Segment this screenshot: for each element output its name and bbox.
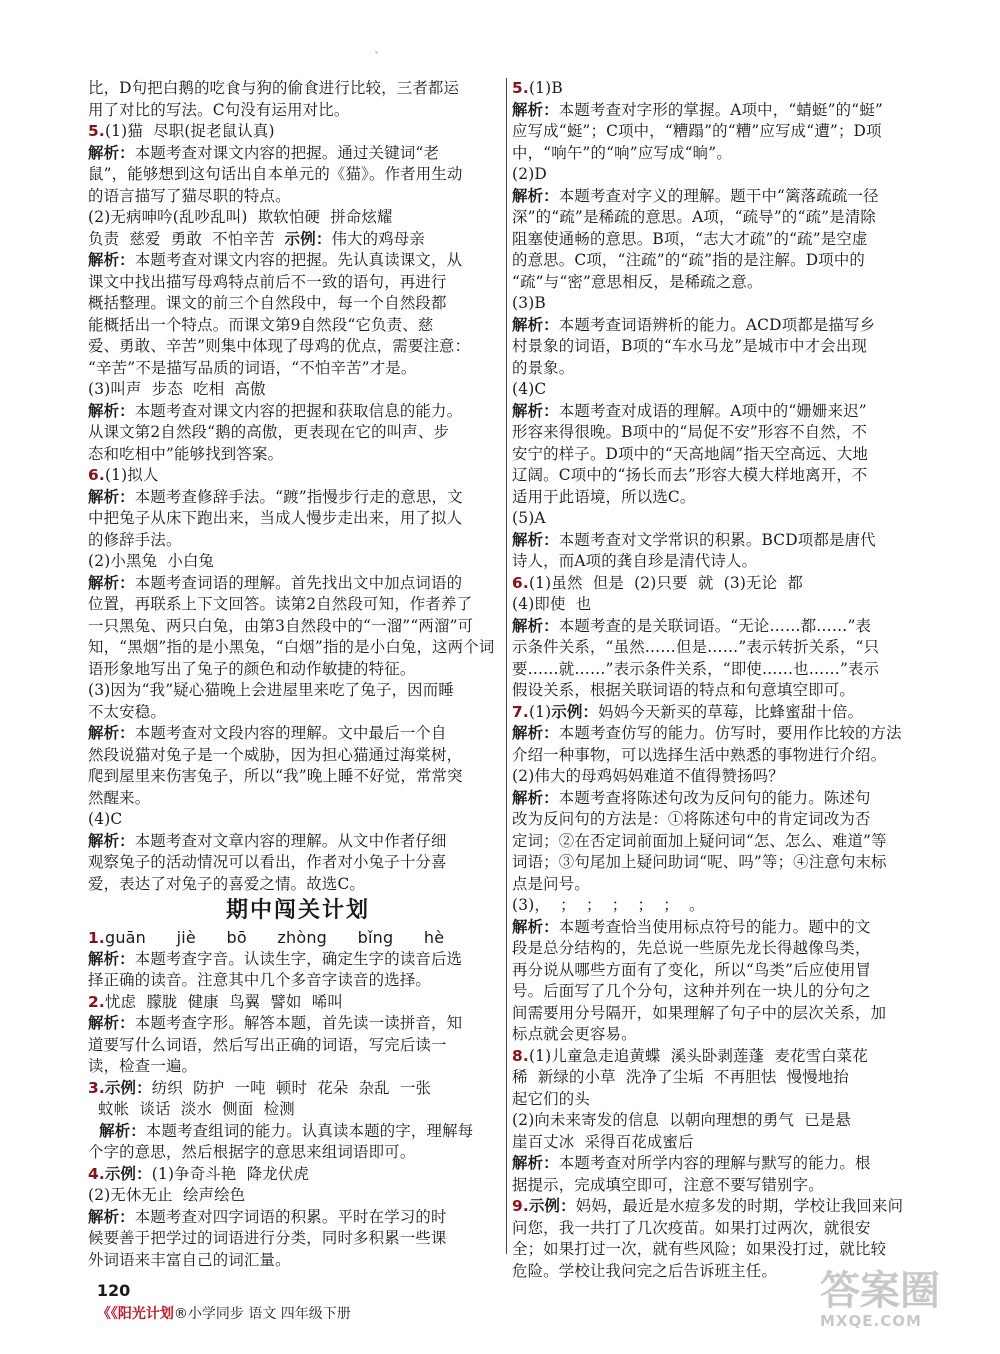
text-line xyxy=(88,1013,508,1035)
line-text: (1)拟人 xyxy=(104,466,159,484)
text-line xyxy=(512,164,936,186)
line-text: 本题考查对课文内容的把握。先认真读课文，从 xyxy=(134,251,463,269)
example-label: 示例： xyxy=(104,1164,152,1183)
line-text: 本题考查修辞手法。“踱”指慢步行走的意思，文 xyxy=(134,487,463,506)
watermark xyxy=(820,1270,950,1340)
text-line xyxy=(512,315,936,337)
line-text: 深”的“疏”是稀疏的意思。A项，“疏导”的“疏”是清除 xyxy=(512,208,877,226)
line-text: (1) xyxy=(528,702,552,721)
text-line xyxy=(88,336,508,358)
text-line xyxy=(88,1207,508,1229)
analysis-label: 解析： xyxy=(512,917,559,936)
text-line xyxy=(512,766,936,788)
text-line xyxy=(512,938,936,960)
line-text: 语形象地写出了兔子的颜色和动作敏捷的特征。 xyxy=(88,659,416,678)
column-divider xyxy=(506,78,507,1254)
line-text: 概括整理。课文的前三个自然段中，每一个自然段都 xyxy=(88,294,447,312)
text-line xyxy=(512,809,936,831)
text-line xyxy=(512,336,936,358)
line-text: 崖百丈冰 采得百花成蜜后 xyxy=(512,1132,694,1151)
line-text: 一只黑兔、两只白兔，由第3自然段中的“一溜”“两溜”可 xyxy=(88,616,474,635)
line-text: 适用于此语境，所以选C。 xyxy=(512,487,696,506)
line-text: 鼠”，能够想到这句话出自本单元的《猫》。作者用生动 xyxy=(88,165,463,183)
line-text: 妈妈今天新买的草莓，比蜂蜜甜十倍。 xyxy=(598,702,864,721)
text-line xyxy=(512,1003,936,1025)
line-text: 本题考查组词的能力。认真读本题的字，理解每 xyxy=(145,1121,474,1140)
line-text: 本题考查对四字词语的积累。平时在学习的时 xyxy=(134,1207,447,1226)
text-line xyxy=(512,874,936,896)
text-line xyxy=(88,831,508,853)
right-column xyxy=(512,78,936,1282)
text-line xyxy=(512,1175,936,1197)
text-line xyxy=(88,401,508,423)
text-line xyxy=(88,422,508,444)
pinyin-answer: guān jiè bō zhòng bǐng hè xyxy=(104,928,445,947)
line-text: (1)儿童急走追黄蝶 溪头卧剥莲蓬 麦花雪白菜花 xyxy=(528,1046,868,1065)
text-line xyxy=(512,422,936,444)
analysis-label: 解析： xyxy=(88,1207,135,1226)
text-line xyxy=(88,1228,508,1250)
line-text: 位置，再联系上下文回答。读第2自然段可知，作者养了 xyxy=(88,595,473,613)
text-line xyxy=(512,293,936,315)
line-text: 起它们的头 xyxy=(512,1089,590,1108)
text-line xyxy=(88,992,508,1014)
text-line xyxy=(88,970,508,992)
line-text: 个字的意思，然后根据字的意思来组词语即可。 xyxy=(88,1143,416,1161)
question-number: 2. xyxy=(88,992,105,1011)
text-line xyxy=(512,702,936,724)
text-line xyxy=(512,121,936,143)
analysis-label: 解析： xyxy=(88,1014,135,1032)
line-text: 安宁的样子。D项中的“天高地阔”指天空高远、大地 xyxy=(512,444,869,463)
text-line xyxy=(88,78,508,100)
text-line xyxy=(88,508,508,530)
question-number: 6. xyxy=(88,466,105,484)
text-line xyxy=(88,702,508,724)
text-line xyxy=(512,594,936,616)
text-line xyxy=(512,960,936,982)
line-text: 观察兔子的活动情况可以看出，作者对小兔子十分喜 xyxy=(88,853,447,871)
line-text: 然段说猫对兔子是一个威胁，因为担心猫通过海棠树， xyxy=(88,745,463,764)
text-line xyxy=(88,465,508,487)
text-line xyxy=(512,508,936,530)
analysis-label: 解析： xyxy=(88,401,135,420)
line-text: 间需要用分号隔开，如果理解了句子中的层次关系，加 xyxy=(512,1003,887,1022)
text-line xyxy=(512,100,936,122)
question-number: 6. xyxy=(512,573,529,592)
text-line xyxy=(512,530,936,552)
analysis-label: 解析： xyxy=(88,1121,146,1140)
page-footer xyxy=(88,1258,351,1322)
line-text: (4)C xyxy=(88,810,123,828)
line-text: (2)无休无止 绘声绘色 xyxy=(88,1186,246,1204)
text-line xyxy=(512,379,936,401)
text-line xyxy=(512,659,936,681)
text-line xyxy=(512,1046,936,1068)
text-line xyxy=(88,293,508,315)
text-line xyxy=(88,949,508,971)
text-line xyxy=(512,487,936,509)
text-line xyxy=(512,1089,936,1111)
page-number: 120 xyxy=(96,1281,131,1300)
line-text: 定词；②在否定词前面加上疑问词“怎、怎么、难道”等 xyxy=(512,831,887,850)
line-text: (4)C xyxy=(512,380,547,398)
analysis-label: 解析： xyxy=(88,724,135,742)
line-text: 形容来得很晚。B项中的“局促不安”形容不自然，不 xyxy=(512,423,868,441)
text-line xyxy=(512,637,936,659)
line-text: 词语；③句尾加上疑问助词“呢、吗”等；④注意句末标 xyxy=(512,853,887,871)
text-line xyxy=(88,1142,508,1164)
text-line xyxy=(88,143,508,165)
line-text: 示条件关系，“虽然……但是……”表示转折关系，“只 xyxy=(512,638,880,656)
analysis-label: 解析： xyxy=(88,573,135,592)
text-line xyxy=(88,723,508,745)
line-text: 稀 新绿的小草 洗净了尘垢 不再胆怯 慢慢地抬 xyxy=(512,1068,849,1086)
line-text: 全；如果打过一次，就有些风险；如果没打过，就比较 xyxy=(512,1240,887,1258)
line-text: 读，检查一遍。 xyxy=(88,1057,198,1075)
line-text: 危险。学校让我问完之后告诉班主任。 xyxy=(512,1261,778,1280)
text-line xyxy=(512,680,936,702)
line-text: (1)虽然 但是 (2)只要 就 (3)无论 都 xyxy=(528,573,804,592)
text-line xyxy=(88,272,508,294)
line-text: (2)伟大的母鸡妈妈难道不值得赞扬吗？ xyxy=(512,767,784,785)
example-label: 示例： xyxy=(551,702,599,721)
line-text: 的景象。 xyxy=(512,358,575,377)
text-line xyxy=(88,852,508,874)
brand-logo: 《《阳光计划 xyxy=(96,1306,174,1322)
question-number: 9. xyxy=(512,1197,529,1215)
text-line xyxy=(88,594,508,616)
text-line xyxy=(512,250,936,272)
question-number: 5. xyxy=(88,122,105,140)
line-text: 用了对比的写法。C句没有运用对比。 xyxy=(88,100,350,119)
line-text: 段是总分结构的，先总说一些原先龙长得越像鸟类， xyxy=(512,939,871,957)
line-text: 本题考查对文章内容的理解。从文中作者仔细 xyxy=(134,831,447,850)
text-line xyxy=(512,1239,936,1261)
line-text: 本题考查仿写的能力。仿写时，要用作比较的方法 xyxy=(558,724,902,742)
analysis-label: 解析： xyxy=(512,100,559,119)
line-text: “辛苦”不是描写品质的词语，“不怕辛苦”才是。 xyxy=(88,358,417,377)
analysis-label: 解析： xyxy=(512,724,559,742)
text-line xyxy=(88,487,508,509)
line-text: 本题考查词语辨析的能力。ACD项都是描写乡 xyxy=(558,315,876,334)
text-line xyxy=(512,143,936,165)
text-line xyxy=(512,229,936,251)
text-line xyxy=(88,809,508,831)
text-line xyxy=(88,444,508,466)
text-line xyxy=(88,1056,508,1078)
line-text: 妈妈，最近是水痘多发的时期，学校让我回来问 xyxy=(575,1197,904,1215)
text-line xyxy=(88,250,508,272)
text-line xyxy=(88,745,508,767)
line-text: 候要善于把学过的词语进行分类，同时多积累一些课 xyxy=(88,1229,447,1247)
line-text: 本题考查恰当使用标点符号的能力。题中的文 xyxy=(558,917,871,936)
text-line xyxy=(88,659,508,681)
text-line xyxy=(512,917,936,939)
line-text: 标点就会更容易。 xyxy=(512,1025,637,1043)
line-text: 介绍一种事物，可以选择生活中熟悉的事物进行介绍。 xyxy=(512,745,887,764)
text-line xyxy=(88,1121,508,1143)
line-text: 然醒来。 xyxy=(88,788,151,807)
line-text: 本题考查对所学内容的理解与默写的能力。根 xyxy=(558,1154,871,1172)
line-text: 纺织 防护 一吨 顿时 花朵 杂乱 一张 xyxy=(151,1078,432,1097)
line-text: 本题考查对字形的掌握。A项中，“蜻蜓”的“蜓” xyxy=(558,100,883,119)
analysis-label: 解析： xyxy=(512,530,559,549)
line-text: 中，“响午”的“响”应写成“晌”。 xyxy=(512,143,732,162)
line-text: 比，D句把白鹅的吃食与狗的偷食进行比较，三者都运 xyxy=(88,79,460,97)
question-number: 1. xyxy=(88,929,105,947)
analysis-label: 解析： xyxy=(512,315,559,334)
line-text: 辽阔。C项中的“扬长而去”形容大模大样地离开，不 xyxy=(512,466,868,484)
text-line xyxy=(88,1099,508,1121)
text-line xyxy=(88,100,508,122)
line-text: 道要写什么词语，然后写出正确的词语，写完后读一 xyxy=(88,1035,447,1054)
text-line xyxy=(88,551,508,573)
line-text: 号。后面写了几个分句，这种并列在一块儿的分句之 xyxy=(512,982,871,1000)
line-text: 中把兔子从床下跑出来，当成人慢步走出来，用了拟人 xyxy=(88,509,463,527)
line-text: 点是问号。 xyxy=(512,874,590,893)
line-text: (3)因为“我”疑心猫晚上会进屋里来吃了兔子，因而睡 xyxy=(88,681,454,699)
line-text: 蚊帐 谈话 淡水 侧面 检测 xyxy=(88,1100,295,1118)
text-line xyxy=(512,358,936,380)
question-number: 8. xyxy=(512,1046,529,1065)
line-text: 伟大的鸡母亲 xyxy=(331,229,425,248)
line-text: 态和吃相中”能够找到答案。 xyxy=(88,444,284,463)
line-text: (1)猫 尽职(捉老鼠认真) xyxy=(104,122,275,140)
text-line xyxy=(512,981,936,1003)
question-number: 4. xyxy=(88,1164,105,1183)
text-line xyxy=(512,616,936,638)
line-text: 阻塞使通畅的意思。B项，“志大才疏”的“疏”是空虚 xyxy=(512,229,868,248)
line-text: 本题考查对文段内容的理解。文中最后一个自 xyxy=(134,724,447,742)
line-text: (1)争奇斗艳 降龙伏虎 xyxy=(151,1164,310,1183)
text-line xyxy=(512,573,936,595)
text-line xyxy=(512,1024,936,1046)
text-line xyxy=(88,1185,508,1207)
watermark-text: 答案圈 xyxy=(820,1268,940,1314)
analysis-label: 解析： xyxy=(88,251,135,269)
text-line xyxy=(512,465,936,487)
line-text: 诗人，而A项的龚自珍是清代诗人。 xyxy=(512,552,758,570)
analysis-label: 解析： xyxy=(512,186,559,205)
text-line xyxy=(512,745,936,767)
line-text: 不太安稳。 xyxy=(88,702,166,721)
line-text: 本题考查的是关联词语。“无论……都……”表 xyxy=(558,616,872,635)
book-title: ®小学同步 语文 四年级下册 xyxy=(173,1306,351,1322)
line-text: 改为反问句的方法是：①将陈述句中的肯定词改为否 xyxy=(512,810,871,828)
text-line xyxy=(88,788,508,810)
line-text: 的修辞手法。 xyxy=(88,530,182,549)
line-text: 本题考查对课文内容的把握和获取信息的能力。 xyxy=(134,401,463,420)
text-line xyxy=(88,530,508,552)
text-line xyxy=(512,1132,936,1154)
line-text: 的意思。C项，“注疏”的“疏”指的是注解。D项中的 xyxy=(512,251,866,269)
line-text: 忧虑 朦胧 健康 鸟翼 譬如 唏叫 xyxy=(104,992,343,1011)
text-line xyxy=(88,164,508,186)
text-line xyxy=(88,315,508,337)
line-text: (2)无病呻吟(乱吵乱叫) 欺软怕硬 拼命炫耀 xyxy=(88,208,393,226)
line-text: 爱，表达了对兔子的喜爱之情。故选C。 xyxy=(88,874,366,893)
text-line xyxy=(88,379,508,401)
analysis-label: 解析： xyxy=(512,401,559,420)
text-line xyxy=(88,358,508,380)
analysis-label: 解析： xyxy=(512,616,559,635)
line-text: (2)D xyxy=(512,165,547,183)
line-text: 课文中找出描写母鸡特点前后不一致的语句，再进行 xyxy=(88,272,447,291)
text-line xyxy=(512,831,936,853)
text-line xyxy=(88,616,508,638)
line-text: 要……就……”表示条件关系，“即使……也……”表示 xyxy=(512,659,880,678)
line-text: 择正确的读音。注意其中几个多音字读音的选择。 xyxy=(88,971,431,989)
text-line xyxy=(512,1218,936,1240)
line-text: 假设关系，根据关联词语的特点和句意填空即可。 xyxy=(512,681,855,699)
text-line xyxy=(88,1164,508,1186)
text-line xyxy=(512,551,936,573)
text-line xyxy=(88,927,508,949)
text-line xyxy=(512,723,936,745)
line-text: 能概括出一个特点。而课文第9自然段“它负责、慈 xyxy=(88,315,434,334)
line-text: (1)B xyxy=(528,79,563,97)
text-line xyxy=(88,207,508,229)
text-line xyxy=(512,1067,936,1089)
line-text: 从课文第2自然段“鹅的高傲，更表现在它的叫声、步 xyxy=(88,423,450,441)
text-line xyxy=(88,680,508,702)
analysis-label: 解析： xyxy=(88,831,135,850)
line-text: (3)， ； ； ； ； ； 。 xyxy=(512,896,705,914)
example-label: 示例： xyxy=(284,229,332,248)
line-text: 应写成“蜓”；C项中，“糟蹋”的“糟”应写成“遭”；D项 xyxy=(512,122,882,140)
text-line xyxy=(88,1035,508,1057)
text-line xyxy=(512,852,936,874)
line-text: 负责 慈爱 勇敢 不怕辛苦 xyxy=(88,229,285,248)
text-line xyxy=(88,229,508,251)
analysis-label: 解析： xyxy=(88,143,135,162)
text-line xyxy=(512,207,936,229)
text-line xyxy=(88,1078,508,1100)
line-text: “疏”与“密”意思相反，是稀疏之意。 xyxy=(512,272,763,291)
line-text: 本题考查对文学常识的积累。BCD项都是唐代 xyxy=(558,530,876,549)
line-text: 本题考查字音。认读生字，确定生字的读音后选 xyxy=(134,949,463,968)
question-number: 3. xyxy=(88,1078,105,1097)
line-text: 爱、勇敢、辛苦”则集中体现了母鸡的优点，需要注意： xyxy=(88,337,471,355)
analysis-label: 解析： xyxy=(88,487,135,506)
line-text: (4)即使 也 xyxy=(512,595,592,613)
text-line xyxy=(512,78,936,100)
line-text: (2)小黑兔 小白兔 xyxy=(88,552,215,570)
text-line xyxy=(88,186,508,208)
text-line xyxy=(88,637,508,659)
question-number: 7. xyxy=(512,702,529,721)
line-text: (5)A xyxy=(512,509,546,527)
text-line xyxy=(512,1153,936,1175)
example-label: 示例： xyxy=(104,1078,152,1097)
line-text: 本题考查对成语的理解。A项中的“姗姗来迟” xyxy=(558,401,867,420)
analysis-label: 解析： xyxy=(512,1154,559,1172)
line-text: 知，“黑烟”指的是小黑兔，“白烟”指的是小白兔，这两个词 xyxy=(88,638,495,656)
line-text: 据提示，完成填空即可，注意不要写错别字。 xyxy=(512,1175,824,1194)
line-text: 外词语来丰富自己的词汇量。 xyxy=(88,1250,291,1269)
text-line xyxy=(88,766,508,788)
line-text: 本题考查将陈述句改为反问句的能力。陈述句 xyxy=(558,788,871,807)
text-line xyxy=(512,401,936,423)
text-line xyxy=(512,1110,936,1132)
scan-speck: ˋ xyxy=(374,50,380,64)
text-line xyxy=(512,272,936,294)
line-text: 本题考查词语的理解。首先找出文中加点词语的 xyxy=(134,573,463,592)
text-line xyxy=(88,874,508,896)
text-line xyxy=(512,788,936,810)
line-text: (2)向未来寄发的信息 以朝向理想的勇气 已是悬 xyxy=(512,1111,851,1129)
text-line xyxy=(88,121,508,143)
watermark-url: MXQE.COM xyxy=(820,1312,922,1330)
line-text: 问您，我一共打了几次疫苗。如果打过两次，就很安 xyxy=(512,1218,871,1237)
question-number: 5. xyxy=(512,79,529,97)
analysis-label: 解析： xyxy=(88,949,135,968)
line-text: 爬到屋里来伤害兔子，所以“我”晚上睡不好觉，常常突 xyxy=(88,767,463,785)
line-text: 本题考查对字义的理解。题干中“篱落疏疏一径 xyxy=(558,186,879,205)
line-text: 的语言描写了猫尽职的特点。 xyxy=(88,186,291,205)
line-text: (3)B xyxy=(512,294,546,312)
line-text: 本题考查字形。解答本题，首先读一读拼音，知 xyxy=(134,1014,463,1032)
text-line xyxy=(512,895,936,917)
example-label: 示例： xyxy=(528,1197,576,1215)
text-line xyxy=(88,573,508,595)
section-title: 期中闯关计划 xyxy=(225,898,370,923)
line-text: 再分说从哪些方面有了变化，所以“鸟类”后应使用冒 xyxy=(512,960,872,979)
left-column xyxy=(88,78,508,1271)
analysis-label: 解析： xyxy=(512,788,559,807)
line-text: (3)叫声 步态 吃相 高傲 xyxy=(88,380,266,398)
text-line xyxy=(512,1196,936,1218)
line-text: 村景象的词语，B项的“车水马龙”是城市中才会出现 xyxy=(512,337,868,355)
line-text: 本题考查对课文内容的把握。通过关键词“老 xyxy=(134,143,440,162)
text-line xyxy=(512,186,936,208)
text-line xyxy=(512,444,936,466)
